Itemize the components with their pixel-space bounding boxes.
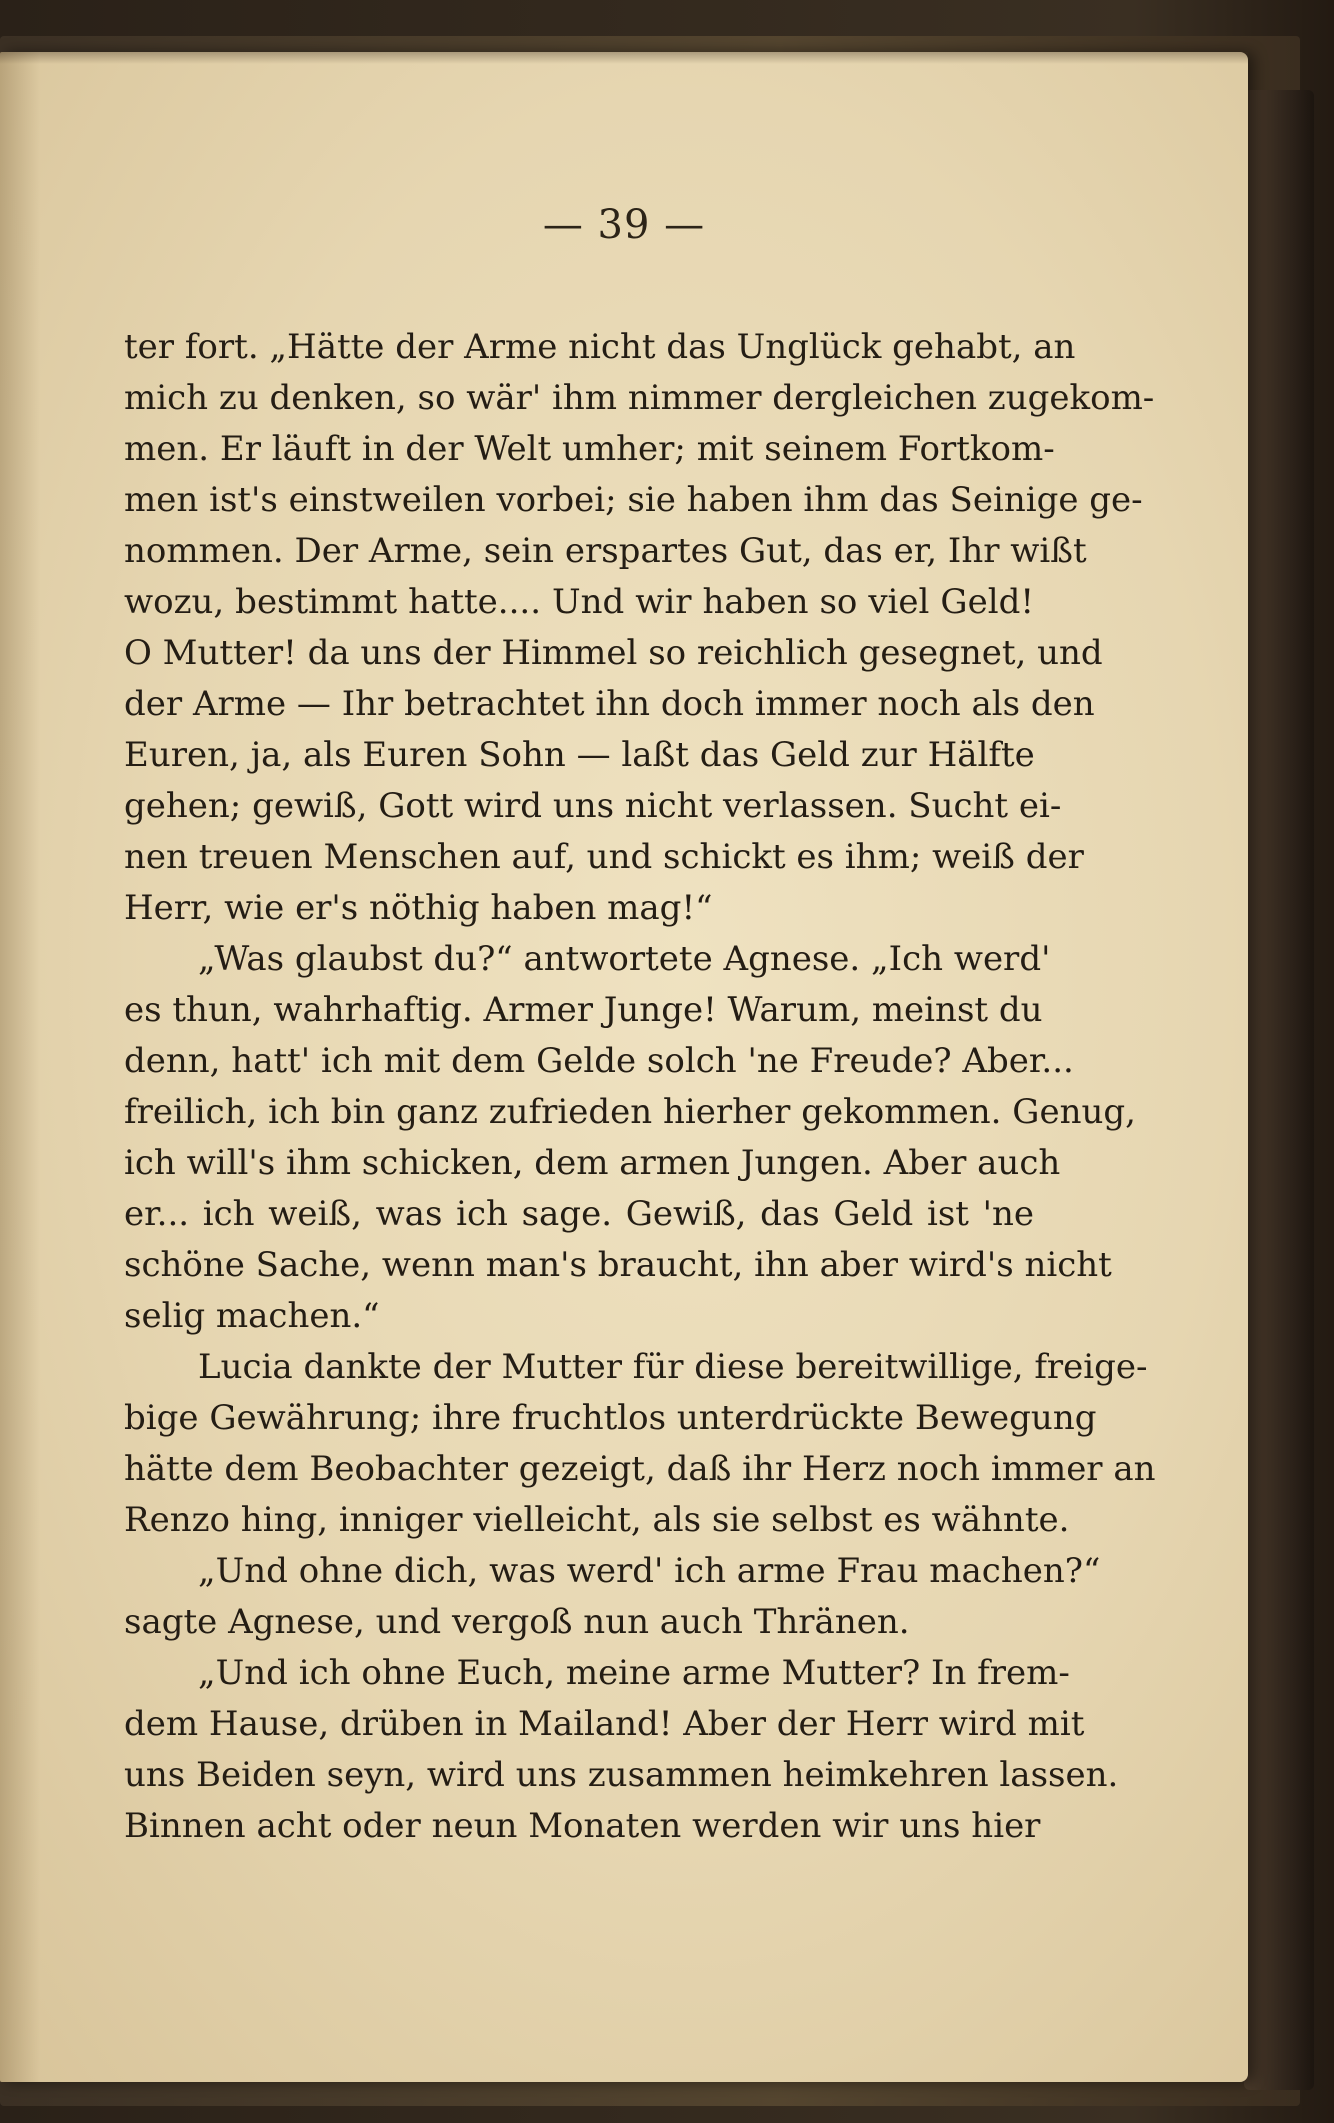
text-line: men. Er läuft in der Welt umher; mit seinem Fortkom-: [124, 429, 1055, 469]
text-line: Herr, wie er's nöthig haben mag!“: [124, 888, 713, 928]
text-line: schöne Sache, wenn man's braucht, ihn aber wird's nicht: [124, 1245, 1112, 1285]
text-line: nen treuen Menschen auf, und schickt es ihm; weiß der: [124, 837, 1084, 877]
text-line: Renzo hing, inniger vielleicht, als sie selbst es wähnte.: [124, 1500, 1070, 1540]
text-line: bige Gewährung; ihre fruchtlos unterdrückte Bewegung: [124, 1398, 1097, 1438]
text-line: nommen. Der Arme, sein erspartes Gut, das er, Ihr wißt: [124, 531, 1087, 571]
text-line: mich zu denken, so wär' ihm nimmer dergleichen zugekom-: [124, 378, 1155, 418]
text-line: wozu, bestimmt hatte.... Und wir haben so viel Geld!: [124, 582, 1034, 622]
text-line: freilich, ich bin ganz zufrieden hierher gekommen. Genug,: [124, 1092, 1136, 1132]
text-line: „Und ohne dich, was werd' ich arme Frau machen?“: [198, 1551, 1101, 1591]
text-line: ter fort. „Hätte der Arme nicht das Unglück gehabt, an: [124, 327, 1076, 367]
text-line: „Und ich ohne Euch, meine arme Mutter? In frem-: [198, 1653, 1070, 1693]
text-line: denn, hatt' ich mit dem Gelde solch 'ne Freude? Aber...: [124, 1041, 1074, 1081]
text-line: gehen; gewiß, Gott wird uns nicht verlassen. Sucht ei-: [124, 786, 1062, 826]
text-line: er... ich weiß, was ich sage. Gewiß, das Geld ist 'ne: [124, 1194, 1034, 1234]
text-line: Binnen acht oder neun Monaten werden wir uns hier: [124, 1806, 1041, 1846]
book-page: [0, 52, 1248, 2082]
text-line: sagte Agnese, und vergoß nun auch Thränen.: [124, 1602, 910, 1642]
text-line: Lucia dankte der Mutter für diese bereitwillige, freige-: [198, 1347, 1148, 1387]
text-line: der Arme — Ihr betrachtet ihn doch immer noch als den: [124, 684, 1095, 724]
text-line: hätte dem Beobachter gezeigt, daß ihr Herz noch immer an: [124, 1449, 1156, 1489]
text-line: uns Beiden seyn, wird uns zusammen heimkehren lassen.: [124, 1755, 1119, 1795]
text-line: es thun, wahrhaftig. Armer Junge! Warum, meinst du: [124, 990, 1043, 1030]
text-line: Euren, ja, als Euren Sohn — laßt das Geld zur Hälfte: [124, 735, 1035, 775]
text-line: „Was glaubst du?“ antwortete Agnese. „Ich werd': [198, 939, 1051, 979]
text-line: ich will's ihm schicken, dem armen Jungen. Aber auch: [124, 1143, 1061, 1183]
text-line: men ist's einstweilen vorbei; sie haben ihm das Seinige ge-: [124, 480, 1143, 520]
binding-edge: [1244, 90, 1314, 2090]
text-line: dem Hause, drüben in Mailand! Aber der Herr wird mit: [124, 1704, 1085, 1744]
body-text: [124, 322, 1156, 1852]
text-line: selig machen.“: [124, 1296, 380, 1336]
page-number: — 39 —: [542, 202, 706, 248]
text-line: O Mutter! da uns der Himmel so reichlich gesegnet, und: [124, 633, 1103, 673]
